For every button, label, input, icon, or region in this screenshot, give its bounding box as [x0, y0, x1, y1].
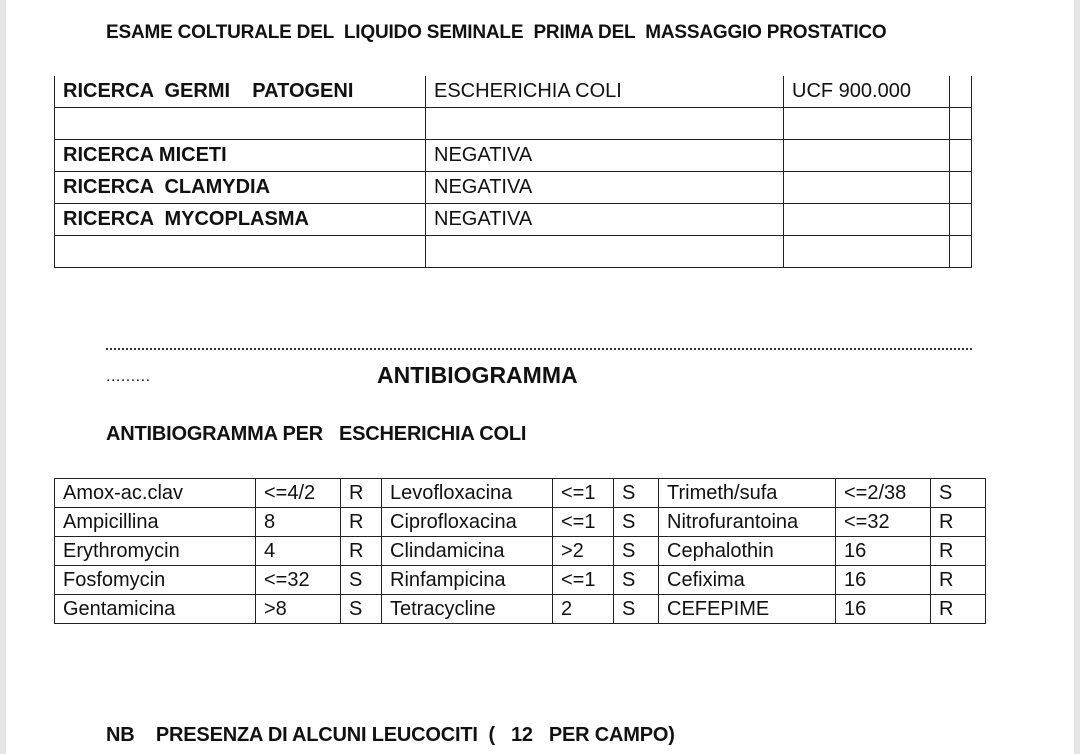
susceptibility-cell: S: [614, 479, 659, 508]
antibiotic-name-cell: Ciprofloxacina: [382, 508, 553, 537]
antibiotic-name-cell: Amox-ac.clav: [55, 479, 256, 508]
susceptibility-cell: S: [341, 595, 382, 624]
culture-test-cell: RICERCA CLAMYDIA: [55, 172, 426, 204]
footer-note: NB PRESENZA DI ALCUNI LEUCOCITI ( 12 PER CAMPO): [106, 724, 675, 746]
culture-value-cell: [784, 172, 950, 204]
mic-value-cell: <=32: [256, 566, 341, 595]
antibiogram-row: [55, 537, 986, 566]
culture-result-cell: NEGATIVA: [426, 172, 784, 204]
culture-value-cell: [784, 236, 950, 268]
culture-test-cell: [55, 108, 426, 140]
mic-value-cell: 4: [256, 537, 341, 566]
susceptibility-cell: R: [931, 537, 986, 566]
report-title: ESAME COLTURALE DEL LIQUIDO SEMINALE PRIMA DEL MASSAGGIO PROSTATICO: [106, 22, 887, 43]
antibiogram-subtitle: ANTIBIOGRAMMA PER ESCHERICHIA COLI: [106, 423, 527, 445]
dotted-leader: .........: [106, 368, 151, 385]
mic-value-cell: <=32: [836, 508, 931, 537]
antibiotic-name-cell: Levofloxacina: [382, 479, 553, 508]
susceptibility-cell: S: [614, 508, 659, 537]
culture-result-cell: ESCHERICHIA COLI: [426, 76, 784, 108]
culture-result-cell: [426, 236, 784, 268]
susceptibility-cell: R: [341, 479, 382, 508]
culture-extra-cell: [950, 172, 972, 204]
susceptibility-cell: R: [341, 508, 382, 537]
antibiotic-name-cell: Tetracycline: [382, 595, 553, 624]
culture-test-cell: RICERCA MYCOPLASMA: [55, 204, 426, 236]
culture-table-body: [55, 76, 972, 268]
culture-results-table: [54, 76, 972, 268]
culture-value-cell: UCF 900.000: [784, 76, 950, 108]
mic-value-cell: >8: [256, 595, 341, 624]
susceptibility-cell: S: [614, 566, 659, 595]
mic-value-cell: <=4/2: [256, 479, 341, 508]
antibiotic-name-cell: Rinfampicina: [382, 566, 553, 595]
antibiotic-name-cell: Gentamicina: [55, 595, 256, 624]
mic-value-cell: 8: [256, 508, 341, 537]
culture-row: [55, 140, 972, 172]
culture-row: [55, 76, 972, 108]
mic-value-cell: >2: [553, 537, 614, 566]
culture-test-cell: RICERCA GERMI PATOGENI: [55, 76, 426, 108]
culture-row: [55, 172, 972, 204]
antibiotic-name-cell: CEFEPIME: [659, 595, 836, 624]
antibiogram-row: [55, 566, 986, 595]
susceptibility-cell: R: [931, 508, 986, 537]
antibiotic-name-cell: Cefixima: [659, 566, 836, 595]
culture-test-cell: [55, 236, 426, 268]
susceptibility-cell: S: [614, 595, 659, 624]
page-margin-right: [1074, 0, 1080, 754]
culture-extra-cell: [950, 236, 972, 268]
culture-test-cell: RICERCA MICETI: [55, 140, 426, 172]
antibiotic-name-cell: Nitrofurantoina: [659, 508, 836, 537]
antibiogram-table-body: [55, 479, 986, 624]
antibiotic-name-cell: Cephalothin: [659, 537, 836, 566]
antibiogram-row: [55, 479, 986, 508]
mic-value-cell: <=1: [553, 566, 614, 595]
antibiotic-name-cell: Clindamicina: [382, 537, 553, 566]
susceptibility-cell: R: [931, 566, 986, 595]
mic-value-cell: <=2/38: [836, 479, 931, 508]
susceptibility-cell: S: [614, 537, 659, 566]
culture-row: [55, 204, 972, 236]
antibiogram-row: [55, 595, 986, 624]
antibiogram-row: [55, 508, 986, 537]
mic-value-cell: <=1: [553, 479, 614, 508]
culture-value-cell: [784, 140, 950, 172]
mic-value-cell: <=1: [553, 508, 614, 537]
culture-extra-cell: [950, 204, 972, 236]
mic-value-cell: 2: [553, 595, 614, 624]
mic-value-cell: 16: [836, 566, 931, 595]
dotted-separator: [106, 348, 972, 350]
culture-result-cell: NEGATIVA: [426, 140, 784, 172]
antibiogram-heading: ANTIBIOGRAMMA: [377, 362, 578, 388]
culture-extra-cell: [950, 140, 972, 172]
antibiogram-table: [54, 478, 986, 624]
mic-value-cell: 16: [836, 595, 931, 624]
culture-value-cell: [784, 108, 950, 140]
susceptibility-cell: R: [931, 595, 986, 624]
antibiotic-name-cell: Fosfomycin: [55, 566, 256, 595]
antibiotic-name-cell: Ampicillina: [55, 508, 256, 537]
susceptibility-cell: R: [341, 537, 382, 566]
mic-value-cell: 16: [836, 537, 931, 566]
culture-value-cell: [784, 204, 950, 236]
culture-extra-cell: [950, 76, 972, 108]
antibiotic-name-cell: Erythromycin: [55, 537, 256, 566]
antibiotic-name-cell: Trimeth/sufa: [659, 479, 836, 508]
susceptibility-cell: S: [931, 479, 986, 508]
culture-result-cell: NEGATIVA: [426, 204, 784, 236]
culture-extra-cell: [950, 108, 972, 140]
susceptibility-cell: S: [341, 566, 382, 595]
culture-row: [55, 108, 972, 140]
culture-row: [55, 236, 972, 268]
page-margin-left: [0, 0, 6, 754]
culture-result-cell: [426, 108, 784, 140]
